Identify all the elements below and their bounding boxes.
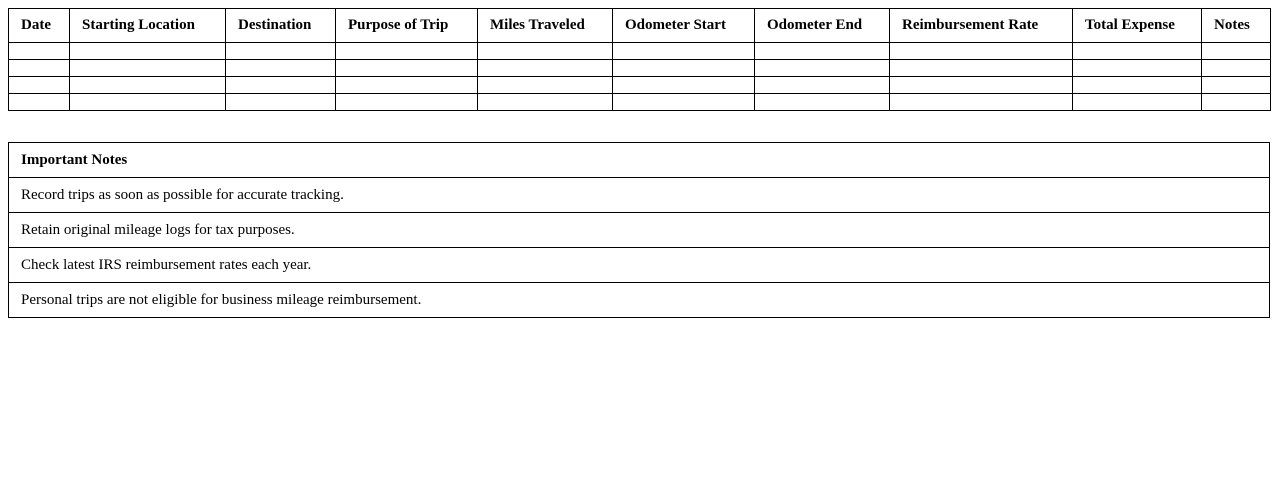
column-header-odometer-start: Odometer Start bbox=[613, 9, 755, 43]
table-cell[interactable] bbox=[1202, 77, 1271, 94]
table-cell[interactable] bbox=[1202, 43, 1271, 60]
table-cell[interactable] bbox=[890, 43, 1073, 60]
table-cell[interactable] bbox=[70, 43, 226, 60]
table-cell[interactable] bbox=[890, 94, 1073, 111]
column-header-miles-traveled: Miles Traveled bbox=[478, 9, 613, 43]
table-cell[interactable] bbox=[1073, 77, 1202, 94]
table-row bbox=[9, 94, 1271, 111]
column-header-odometer-end: Odometer End bbox=[755, 9, 890, 43]
table-cell[interactable] bbox=[336, 77, 478, 94]
note-item: Personal trips are not eligible for business mileage reimbursement. bbox=[9, 283, 1270, 318]
table-cell[interactable] bbox=[478, 43, 613, 60]
table-cell[interactable] bbox=[1073, 94, 1202, 111]
important-notes-table bbox=[8, 142, 1270, 318]
note-row bbox=[9, 248, 1270, 283]
table-cell[interactable] bbox=[70, 60, 226, 77]
table-header-row bbox=[9, 9, 1271, 43]
table-cell[interactable] bbox=[613, 77, 755, 94]
column-header-starting-location: Starting Location bbox=[70, 9, 226, 43]
table-cell[interactable] bbox=[1202, 60, 1271, 77]
table-cell[interactable] bbox=[9, 43, 70, 60]
table-cell[interactable] bbox=[755, 94, 890, 111]
table-cell[interactable] bbox=[755, 43, 890, 60]
table-cell[interactable] bbox=[70, 94, 226, 111]
table-cell[interactable] bbox=[478, 77, 613, 94]
table-cell[interactable] bbox=[478, 60, 613, 77]
table-cell[interactable] bbox=[890, 60, 1073, 77]
table-cell[interactable] bbox=[613, 94, 755, 111]
column-header-reimbursement-rate: Reimbursement Rate bbox=[890, 9, 1073, 43]
note-item: Retain original mileage logs for tax purposes. bbox=[9, 213, 1270, 248]
table-cell[interactable] bbox=[478, 94, 613, 111]
table-row bbox=[9, 43, 1271, 60]
table-cell[interactable] bbox=[890, 77, 1073, 94]
table-cell[interactable] bbox=[1073, 60, 1202, 77]
table-row bbox=[9, 60, 1271, 77]
table-cell[interactable] bbox=[336, 60, 478, 77]
note-row bbox=[9, 178, 1270, 213]
table-cell[interactable] bbox=[226, 60, 336, 77]
notes-header-row bbox=[9, 143, 1270, 178]
table-cell[interactable] bbox=[755, 77, 890, 94]
table-cell[interactable] bbox=[9, 94, 70, 111]
notes-heading: Important Notes bbox=[9, 143, 1270, 178]
table-cell[interactable] bbox=[336, 43, 478, 60]
column-header-total-expense: Total Expense bbox=[1073, 9, 1202, 43]
table-cell[interactable] bbox=[613, 43, 755, 60]
table-cell[interactable] bbox=[755, 60, 890, 77]
table-cell[interactable] bbox=[1202, 94, 1271, 111]
note-row bbox=[9, 283, 1270, 318]
table-cell[interactable] bbox=[1073, 43, 1202, 60]
column-header-destination: Destination bbox=[226, 9, 336, 43]
table-row bbox=[9, 77, 1271, 94]
table-cell[interactable] bbox=[613, 60, 755, 77]
table-cell[interactable] bbox=[336, 94, 478, 111]
column-header-date: Date bbox=[9, 9, 70, 43]
note-row bbox=[9, 213, 1270, 248]
table-cell[interactable] bbox=[9, 77, 70, 94]
mileage-log-table bbox=[8, 8, 1271, 111]
table-cell[interactable] bbox=[226, 94, 336, 111]
table-cell[interactable] bbox=[226, 43, 336, 60]
column-header-notes: Notes bbox=[1202, 9, 1271, 43]
table-cell[interactable] bbox=[70, 77, 226, 94]
note-item: Record trips as soon as possible for accurate tracking. bbox=[9, 178, 1270, 213]
note-item: Check latest IRS reimbursement rates each year. bbox=[9, 248, 1270, 283]
table-cell[interactable] bbox=[9, 60, 70, 77]
table-cell[interactable] bbox=[226, 77, 336, 94]
column-header-purpose-of-trip: Purpose of Trip bbox=[336, 9, 478, 43]
